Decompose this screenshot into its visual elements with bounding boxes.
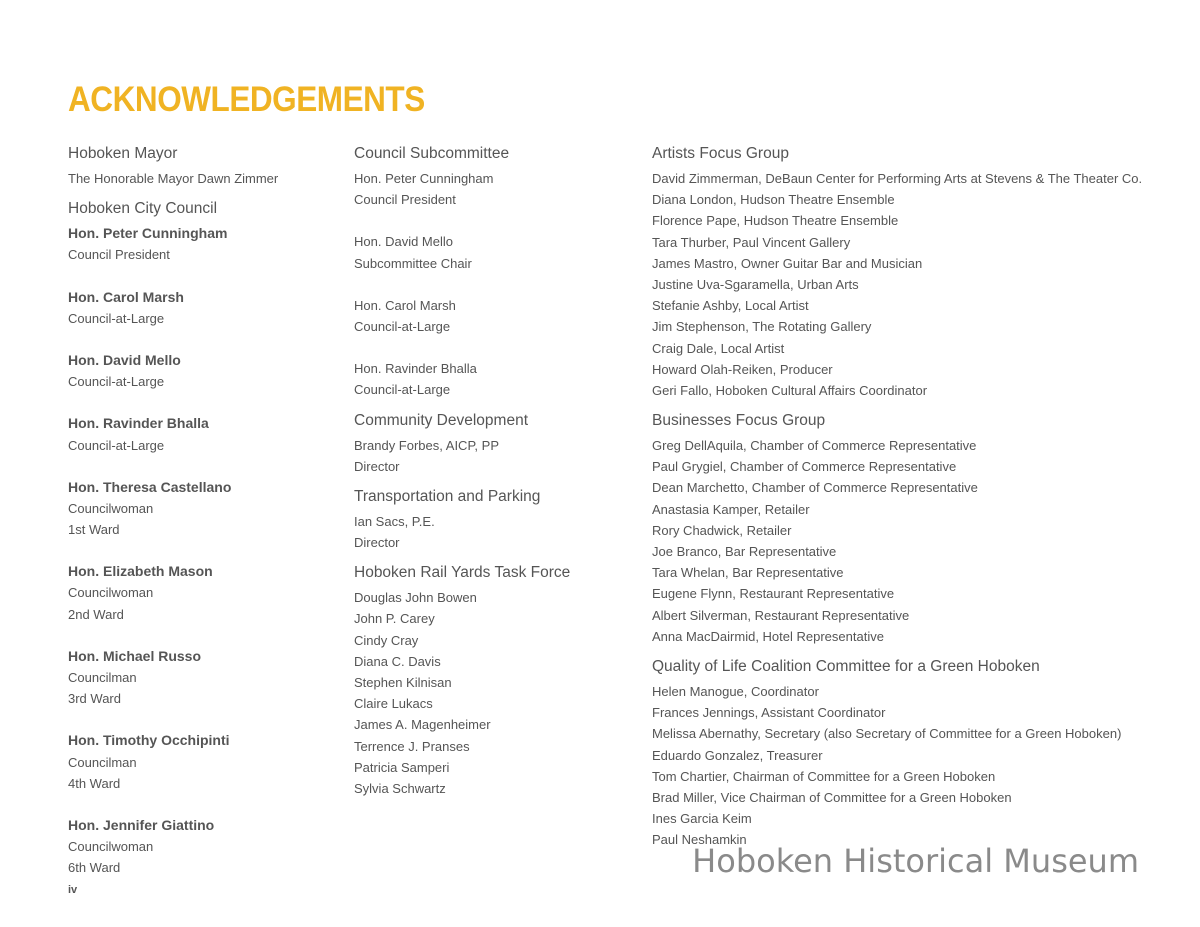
list-item: Tom Chartier, Chairman of Committee for a Green Hoboken (652, 768, 996, 784)
subcommittee-member (354, 358, 634, 400)
council-member (68, 561, 338, 625)
column-focus-groups (652, 140, 1192, 856)
list-item: David Zimmerman, DeBaun Center for Performing Arts at Stevens & The Theater Co. (652, 171, 1143, 186)
section-heading: Council Subcommittee (354, 145, 510, 162)
section-heading: Quality of Life Coalition Committee for a Green Hoboken (652, 657, 1040, 675)
subcommittee-member (354, 295, 634, 337)
list-item: Ines Garcia Keim (652, 811, 752, 827)
page-title: ACKNOWLEDGEMENTS (68, 80, 425, 119)
list-item: Greg DellAquila, Chamber of Commerce Representative (652, 438, 977, 454)
list-item: John P. Carey (354, 611, 435, 627)
mayor-section (68, 140, 338, 189)
column-committees (354, 140, 634, 805)
member-name: Hon. Ravinder Bhalla (68, 415, 209, 432)
section-heading: Businesses Focus Group (652, 412, 826, 430)
list-item: Sylvia Schwartz (354, 780, 446, 796)
list-item: James Mastro, Owner Guitar Bar and Musician (652, 255, 923, 271)
member-role: Council-at-Large (354, 382, 451, 398)
member-role: Council-at-Large (68, 310, 165, 326)
member-ward: 2nd Ward (68, 606, 124, 622)
council-member (68, 730, 338, 794)
list-item: Director (354, 535, 400, 551)
council-member (68, 287, 338, 329)
list-item: Anastasia Kamper, Retailer (652, 501, 810, 517)
subcommittee-section (354, 140, 634, 401)
council-member (68, 477, 338, 541)
member-role: Councilwoman (68, 839, 154, 855)
subcommittee-member (354, 168, 634, 210)
community-development-section (354, 407, 634, 477)
businesses-focus-group (652, 407, 1192, 647)
list-item: Florence Pape, Hudson Theatre Ensemble (652, 213, 899, 229)
member-role: Councilman (68, 754, 137, 770)
list-item: Diana C. Davis (354, 653, 441, 669)
artists-focus-group (652, 140, 1192, 401)
list-item: Melissa Abernathy, Secretary (also Secretary of Committee for a Green Hoboken) (652, 726, 1122, 742)
list-item: Eduardo Gonzalez, Treasurer (652, 747, 823, 763)
member-role: Council-at-Large (354, 318, 451, 334)
list-item: Eugene Flynn, Restaurant Representative (652, 586, 895, 602)
list-item: Jim Stephenson, The Rotating Gallery (652, 319, 872, 335)
museum-watermark: Hoboken Historical Museum (692, 842, 1139, 880)
section-heading: Hoboken Rail Yards Task Force (354, 564, 571, 582)
list-item: Rory Chadwick, Retailer (652, 522, 792, 538)
member-name: Hon. Peter Cunningham (354, 171, 494, 186)
mayor-name: The Honorable Mayor Dawn Zimmer (68, 171, 279, 186)
member-role: Council President (68, 247, 170, 263)
list-item: Director (354, 458, 400, 474)
member-name: Hon. Michael Russo (68, 647, 202, 664)
list-item: Craig Dale, Local Artist (652, 340, 785, 356)
list-item: Terrence J. Pranses (354, 738, 470, 754)
section-heading: Transportation and Parking (354, 487, 541, 505)
member-name: Hon. Ravinder Bhalla (354, 361, 477, 377)
list-item: Patricia Samperi (354, 759, 450, 775)
list-item: Claire Lukacs (354, 696, 433, 712)
member-name: Hon. David Mello (354, 234, 453, 250)
list-item: Frances Jennings, Assistant Coordinator (652, 705, 886, 721)
member-name: Hon. Peter Cunningham (68, 225, 228, 242)
council-member (68, 815, 338, 879)
member-name: Hon. Jennifer Giattino (68, 816, 215, 833)
section-heading: Artists Focus Group (652, 145, 789, 162)
member-name: Hon. David Mello (68, 351, 181, 368)
list-item: Brandy Forbes, AICP, PP (354, 437, 499, 453)
section-heading: Community Development (354, 411, 529, 429)
member-ward: 4th Ward (68, 775, 121, 791)
member-ward: 6th Ward (68, 860, 121, 876)
list-item: Justine Uva-Sgaramella, Urban Arts (652, 276, 859, 292)
council-member (68, 413, 338, 455)
list-item: Diana London, Hudson Theatre Ensemble (652, 192, 895, 208)
rail-yards-section (354, 559, 634, 799)
list-item: Douglas John Bowen (354, 590, 477, 606)
council-member (68, 223, 338, 265)
member-role: Council-at-Large (68, 374, 165, 390)
list-item: Paul Neshamkin (652, 832, 747, 848)
member-role: Councilman (68, 670, 137, 685)
subcommittee-member (354, 231, 634, 273)
member-name: Hon. Theresa Castellano (68, 478, 232, 495)
member-ward: 3rd Ward (68, 691, 121, 707)
member-name: Hon. Elizabeth Mason (68, 563, 213, 580)
list-item: Brad Miller, Vice Chairman of Committee for a Green Hoboken (652, 789, 1012, 805)
transportation-section (354, 483, 634, 553)
list-item: Stefanie Ashby, Local Artist (652, 298, 809, 314)
member-role: Council-at-Large (68, 437, 165, 453)
member-role: Councilwoman (68, 500, 154, 516)
list-item: Ian Sacs, P.E. (354, 513, 435, 529)
section-heading: Hoboken Mayor (68, 145, 178, 162)
council-member (68, 646, 338, 710)
list-item: Paul Grygiel, Chamber of Commerce Representative (652, 459, 957, 475)
list-item: Tara Thurber, Paul Vincent Gallery (652, 234, 851, 250)
member-ward: 1st Ward (68, 522, 120, 538)
member-name: Hon. Timothy Occhipinti (68, 732, 230, 749)
quality-of-life-committee (652, 653, 1192, 851)
list-item: Stephen Kilnisan (354, 675, 452, 690)
member-role: Councilwoman (68, 585, 154, 601)
page-number: iv (68, 884, 78, 896)
column-officials (68, 140, 338, 900)
list-item: Howard Olah-Reiken, Producer (652, 361, 833, 377)
member-name: Hon. Carol Marsh (68, 288, 184, 305)
council-member (68, 350, 338, 392)
list-item: Geri Fallo, Hoboken Cultural Affairs Coordinator (652, 382, 928, 398)
member-name: Hon. Carol Marsh (354, 297, 456, 313)
member-role: Council President (354, 192, 456, 208)
member-role: Subcommittee Chair (354, 255, 472, 271)
list-item: Tara Whelan, Bar Representative (652, 565, 844, 581)
list-item: James A. Magenheimer (354, 717, 491, 733)
city-council-section (68, 195, 338, 878)
list-item: Helen Manogue, Coordinator (652, 683, 819, 699)
section-heading: Hoboken City Council (68, 200, 218, 218)
list-item: Albert Silverman, Restaurant Representative (652, 607, 910, 623)
list-item: Anna MacDairmid, Hotel Representative (652, 628, 884, 644)
list-item: Dean Marchetto, Chamber of Commerce Representative (652, 480, 978, 496)
list-item: Cindy Cray (354, 632, 419, 648)
list-item: Joe Branco, Bar Representative (652, 544, 837, 559)
